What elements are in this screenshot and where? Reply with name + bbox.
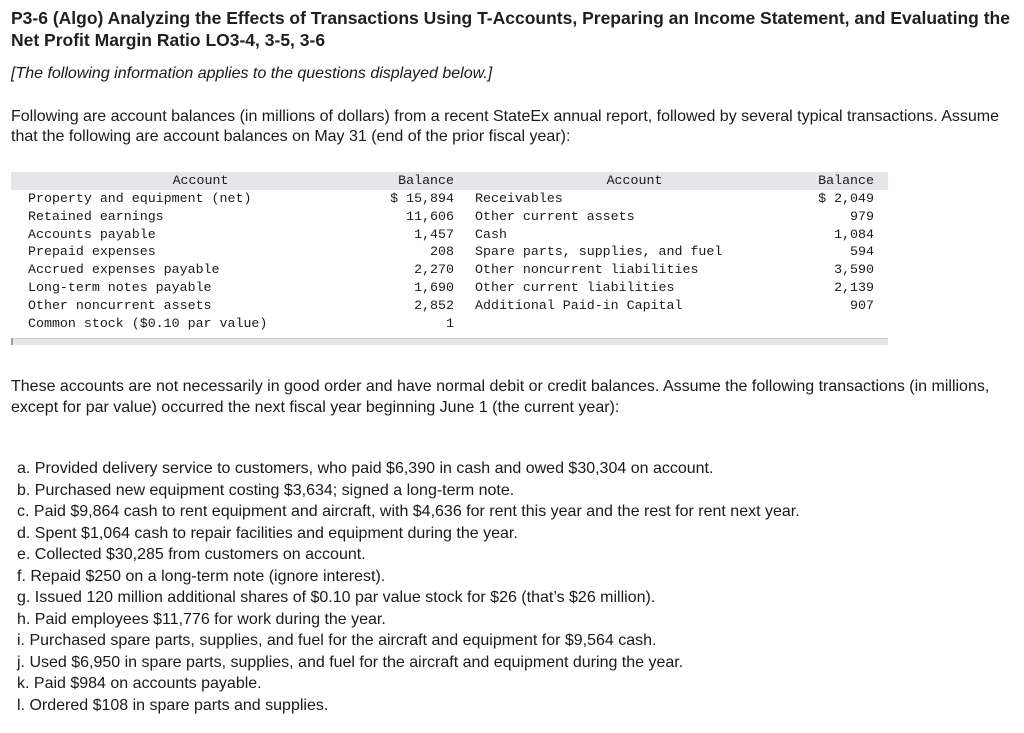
header-account-left: Account [11, 172, 373, 190]
balance-value: 208 [430, 244, 454, 260]
account-name: Other noncurrent assets [28, 297, 212, 313]
table-row [11, 261, 888, 279]
transaction-item: f. Repaid $250 on a long-term note (ignore interest). [17, 567, 386, 585]
assumptions-paragraph: These accounts are not necessarily in good order and have normal debit or credit balances. Assume the following transactions (in millions, except for par value) occurred the next fiscal year beginning June 1 (the current year): [11, 378, 990, 416]
table-row [11, 243, 888, 261]
balance-value: 2,139 [834, 279, 874, 295]
account-name: Accrued expenses payable [28, 262, 220, 278]
account-name: Additional Paid-in Capital [475, 297, 683, 313]
balance-value [794, 315, 888, 333]
account-name: Spare parts, supplies, and fuel [475, 244, 723, 260]
account-name: Receivables [475, 191, 563, 206]
table-row [11, 226, 888, 244]
balance-value: 11,606 [406, 208, 454, 224]
balance-value: $ 15,894 [390, 191, 454, 206]
info-note: [The following information applies to the questions displayed below.] [11, 65, 493, 82]
table-row [11, 315, 888, 333]
balance-value: 1,084 [834, 226, 874, 242]
account-name [454, 315, 794, 333]
account-name: Common stock ($0.10 par value) [28, 315, 268, 331]
transaction-item: c. Paid $9,864 cash to rent equipment and aircraft, with $4,636 for rent this year and the rest for rent next year. [17, 503, 800, 520]
balance-value: 1 [446, 315, 454, 331]
account-name: Cash [475, 226, 507, 242]
table-row [11, 279, 888, 297]
balance-value: 594 [850, 244, 874, 260]
table-row [11, 208, 888, 226]
intro-paragraph: Following are account balances (in millions of dollars) from a recent StateEx annual report, followed by several typical transactions. Assume that the following are account balances on May 31 (end of the prior fiscal year): [11, 108, 1000, 145]
transaction-item: i. Purchased spare parts, supplies, and fuel for the aircraft and equipment for $9,564 cash. [17, 632, 657, 649]
transaction-item: l. Ordered $108 in spare parts and supplies. [17, 696, 329, 714]
transaction-item: d. Spent $1,064 cash to repair facilities and equipment during the year. [17, 524, 518, 542]
header-balance-left: Balance [373, 172, 454, 190]
account-name: Property and equipment (net) [28, 191, 252, 206]
balance-value: 979 [850, 208, 874, 224]
account-name: Retained earnings [28, 208, 164, 224]
account-name: Prepaid expenses [28, 244, 156, 260]
transaction-item: e. Collected $30,285 from customers on account. [17, 546, 366, 563]
transaction-item: b. Purchased new equipment costing $3,634; signed a long-term note. [17, 481, 515, 499]
table-row [11, 297, 888, 315]
balance-value: 2,852 [414, 297, 454, 313]
balance-value: 2,270 [414, 262, 454, 278]
transaction-item: j. Used $6,950 in spare parts, supplies, and fuel for the aircraft and equipment during the year. [17, 653, 684, 671]
header-account-right: Account [454, 172, 794, 190]
account-name: Other noncurrent liabilities [475, 262, 699, 278]
account-name: Other current assets [475, 208, 635, 224]
balance-value: 3,590 [834, 262, 874, 278]
account-name: Other current liabilities [475, 279, 675, 295]
transaction-item: k. Paid $984 on accounts payable. [17, 675, 262, 692]
transactions-list [17, 458, 800, 716]
transaction-item: g. Issued 120 million additional shares of $0.10 par value stock for $26 (that’s $26 million). [17, 589, 656, 606]
header-balance-right: Balance [794, 172, 888, 190]
table-row [11, 190, 888, 208]
table-header-row [11, 172, 888, 190]
transaction-item: h. Paid employees $11,776 for work during the year. [17, 610, 386, 628]
transaction-item: a. Provided delivery service to customers, who paid $6,390 in cash and owed $30,304 on account. [17, 460, 714, 477]
table-bottom-bar [11, 338, 888, 345]
balance-value: $ 2,049 [818, 191, 874, 206]
balance-value: 907 [850, 297, 874, 313]
account-name: Accounts payable [28, 226, 156, 242]
problem-title: P3-6 (Algo) Analyzing the Effects of Transactions Using T-Accounts, Preparing an Income Statement, and Evaluating the Net Profit Margin Ratio LO3-4, 3-5, 3-6 [11, 8, 1010, 50]
account-balances-table [11, 172, 888, 345]
balance-value: 1,457 [414, 226, 454, 242]
balance-value: 1,690 [414, 279, 454, 295]
account-name: Long-term notes payable [28, 279, 212, 295]
